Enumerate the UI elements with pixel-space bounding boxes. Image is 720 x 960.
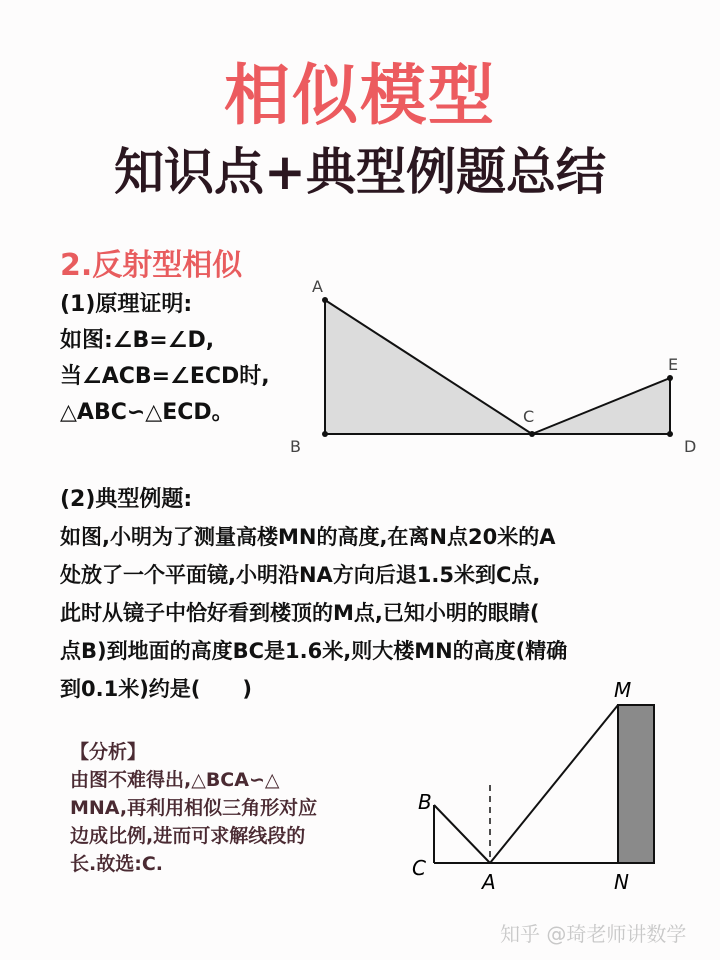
label-d: D [684,437,697,456]
problem-line: 点B)到地面的高度BC是1.6米,则大楼MN的高度(精确 [60,639,568,663]
point-a [322,297,328,303]
principle-label: (1)原理证明: [60,292,193,317]
principle-line: △ABC∽△ECD。 [60,400,234,425]
segment-am [490,705,618,863]
section-heading: 2.反射型相似 [60,248,243,283]
problem-line: 如图,小明为了测量高楼MN的高度,在离N点20米的A [60,525,556,549]
label-b2: B [418,790,432,814]
point-c [529,431,535,437]
analysis-block [70,738,317,878]
label-n: N [614,870,629,894]
principle-line: 当∠ACB=∠ECD时, [60,364,270,389]
title-main: 相似模型 [224,57,496,134]
problem-line: 到0.1米)约是( ) [60,677,252,701]
building-diagram [400,675,700,905]
point-b [322,431,328,437]
label-c: C [523,407,535,426]
title-subtitle: 知识点+典型例题总结 [114,143,606,201]
problem-line: 处放了一个平面镜,小明沿NA方向后退1.5米到C点, [60,563,541,587]
analysis-line: 由图不难得出,△BCA∽△ [70,769,280,791]
label-c2: C [412,856,426,880]
point-d [667,431,673,437]
analysis-line: 边成比例,进而可求解线段的 [70,825,306,847]
building-mn [618,705,654,863]
label-e: E [668,355,679,374]
label-a: A [312,277,323,296]
analysis-line: MNA,再利用相似三角形对应 [70,797,318,819]
principle-block [60,287,270,431]
example-heading: (2)典型例题: [60,487,193,512]
principle-line: 如图:∠B=∠D, [60,328,215,353]
point-e [667,375,673,381]
segment-ba [434,805,490,863]
watermark: 知乎 @琦老师讲数学 [500,922,687,946]
analysis-line: 长.故选:C. [70,853,163,875]
label-b: B [290,437,301,456]
label-m: M [614,678,632,702]
problem-line: 此时从镜子中恰好看到楼顶的M点,已知小明的眼睛( [60,601,540,625]
label-a2: A [482,870,496,894]
reflection-diagram [280,270,710,460]
analysis-label: 【分析】 [70,741,147,763]
